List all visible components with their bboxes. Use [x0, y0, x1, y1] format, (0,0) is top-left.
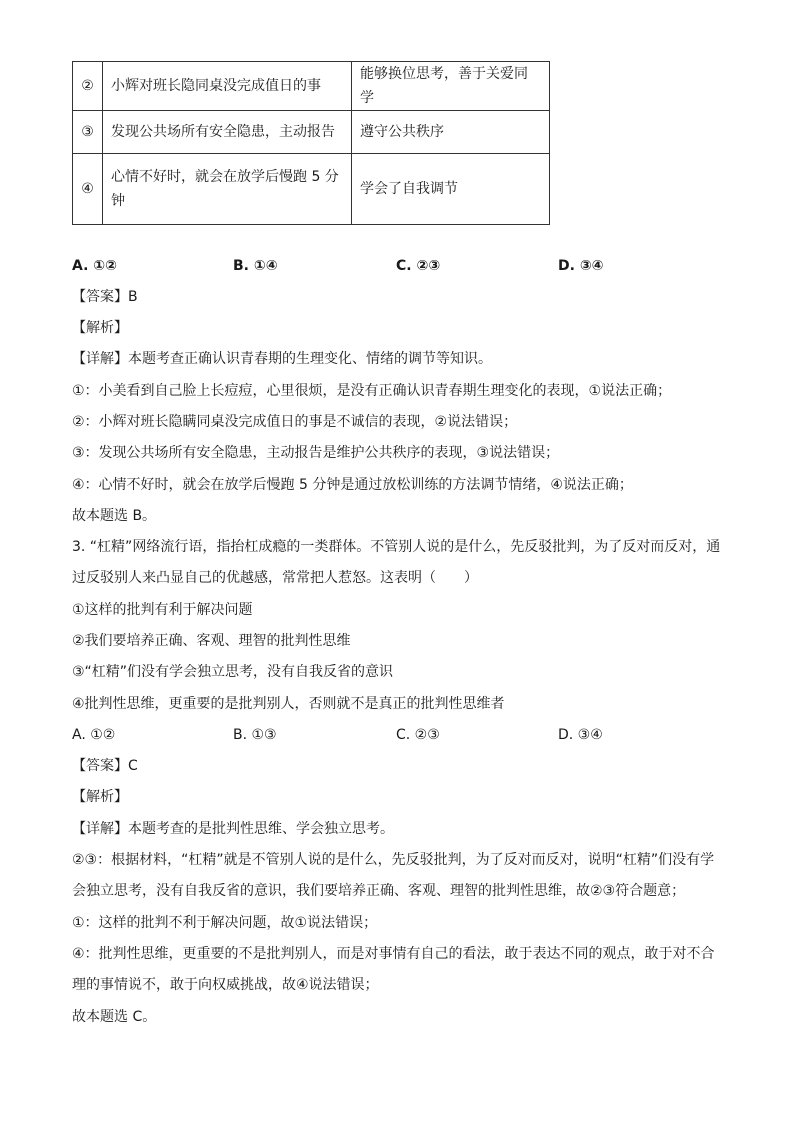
q2-detail: 【详解】本题考查正确认识青春期的生理变化、情绪的调节等知识。 [72, 351, 492, 367]
q3-point-1: ②③：根据材料，“杠精”就是不管别人说的是什么，先反驳批判，为了反对而反对，说明“杠精”们没有学会独立思考，没有自我反省的意识，我们要培养正确、客观、理智的批判性思维，故②③符合题意； [72, 852, 715, 899]
q3-option-b: B. ①③ [233, 727, 277, 743]
options-table [72, 61, 550, 225]
q3-statement-3: ③“杠精”们没有学会独立思考，没有自我反省的意识 [72, 664, 394, 680]
q2-point-2: ②：小辉对班长隐瞒同桌没完成值日的事是不诚信的表现，②说法错误； [72, 414, 518, 430]
q3-option-a: A. ①② [72, 727, 116, 743]
q3-stem: 3. “杠精”网络流行语，指抬杠成瘾的一类群体。不管别人说的是什么，先反驳批判，为了反对而反对，通过反驳别人来凸显自己的优越感，常常把人惹怒。这表明（ ） [72, 539, 721, 586]
row-number: ④ [73, 154, 103, 225]
evaluation-cell: 能够换位思考，善于关爱同学 [352, 62, 550, 111]
event-cell: 小辉对班长隐同桌没完成值日的事 [103, 62, 352, 111]
q3-option-d: D. ③④ [558, 727, 603, 743]
q2-conclusion: 故本题选 B。 [72, 508, 157, 524]
q2-option-b: B. ①④ [233, 258, 278, 274]
q3-point-3: ④：批判性思维，更重要的不是批判别人，而是对事情有自己的看法，敢于表达不同的观点，敢于对不合理的事情说不，敢于向权威挑战，故④说法错误； [72, 946, 715, 993]
q2-point-3: ③：发现公共场所有安全隐患，主动报告是维护公共秩序的表现，③说法错误； [72, 445, 560, 461]
q3-statement-4: ④批判性思维，更重要的是批判别人，否则就不是真正的批判性思维者 [72, 696, 505, 712]
q2-point-4: ④：心情不好时，就会在放学后慢跑 5 分钟是通过放松训练的方法调节情绪，④说法正确； [72, 477, 633, 493]
evaluation-cell: 遵守公共秩序 [352, 111, 550, 154]
q3-analysis-label: 【解析】 [72, 789, 128, 805]
table-row [73, 154, 550, 225]
event-cell: 发现公共场所有安全隐患，主动报告 [103, 111, 352, 154]
q3-statement-2: ②我们要培养正确、客观、理智的批判性思维 [72, 633, 351, 649]
q3-conclusion: 故本题选 C。 [72, 1009, 157, 1025]
row-number: ③ [73, 111, 103, 154]
q3-answer: 【答案】C [72, 758, 138, 774]
event-cell: 心情不好时，就会在放学后慢跑 5 分钟 [103, 154, 352, 225]
table-row [73, 111, 550, 154]
q3-option-c: C. ②③ [396, 727, 440, 743]
q2-option-d: D. ③④ [558, 258, 604, 274]
q2-option-a: A. ①② [72, 258, 117, 274]
evaluation-cell: 学会了自我调节 [352, 154, 550, 225]
q2-analysis-label: 【解析】 [72, 320, 128, 336]
q2-point-1: ①：小美看到自己脸上长痘痘，心里很烦，是没有正确认识青春期生理变化的表现，①说法正确； [72, 383, 672, 399]
q2-answer: 【答案】B [72, 289, 138, 305]
table-row [73, 62, 550, 111]
row-number: ② [73, 62, 103, 111]
q3-detail: 【详解】本题考查的是批判性思维、学会独立思考。 [72, 821, 394, 837]
q2-option-c: C. ②③ [396, 258, 441, 274]
q3-statement-1: ①这样的批判有利于解决问题 [72, 602, 253, 618]
q3-point-2: ①：这样的批判不利于解决问题，故①说法错误； [72, 915, 378, 931]
